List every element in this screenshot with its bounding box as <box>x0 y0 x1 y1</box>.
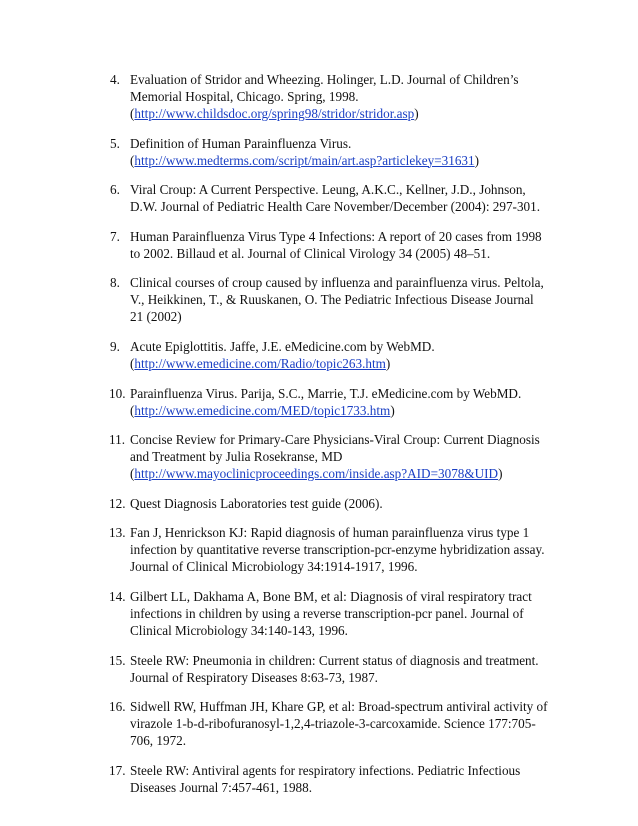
reference-text: Definition of Human Parainfluenza Virus. <box>130 135 352 151</box>
reference-link[interactable]: http://www.childsdoc.org/spring98/stridor/stridor.asp <box>134 106 415 121</box>
reference-number: 4. <box>110 72 120 87</box>
reference-number: 6. <box>110 182 120 198</box>
reference-item <box>110 524 548 575</box>
reference-number: 10. <box>109 385 126 401</box>
reference-number: 5. <box>110 135 120 151</box>
reference-number: 8. <box>110 275 120 291</box>
reference-text: Fan J, Henrickson KJ: Rapid diagnosis of human parainfluenza virus type 1 infection by quantitative reverse transcription-pcr-enzyme hybridization assay. Journal of Clinical Microbiology 34:1914-1917, 1996. <box>130 525 545 575</box>
reference-text: Acute Epiglottitis. Jaffe, J.E. eMedicine.com by WebMD. <box>130 338 435 354</box>
reference-item <box>110 274 548 325</box>
reference-item: 11. Concise Review for Primary-Care Physicians-Viral Croup: Current Diagnosis and Treatment by Julia Rosekranse, MD (http://www.mayoclinicproceedings.com/inside.asp?AID=3078&UID) <box>109 432 540 482</box>
reference-number: 11. <box>109 432 125 448</box>
reference-item: 4. Evaluation of Stridor and Wheezing. Holinger, L.D. Journal of Children’s Memorial Hospital, Chicago. Spring, 1998. (http://www.childsdoc.org/spring98/stridor/stridor.asp) <box>110 72 519 121</box>
reference-list <box>110 71 548 808</box>
reference-item <box>110 652 548 686</box>
reference-text: Viral Croup: A Current Perspective. Leung, A.K.C., Kellner, J.D., Johnson, D.W. Journal of Pediatric Health Care November/December (2004): 297-301. <box>130 182 541 215</box>
reference-item <box>110 495 548 512</box>
reference-number: 14. <box>109 588 126 604</box>
reference-item <box>110 762 548 796</box>
reference-item <box>110 181 548 215</box>
reference-text: Clinical courses of croup caused by influenza and parainfluenza virus. Peltola, V., Heikkinen, T., & Ruuskanen, O. The Pediatric Infectious Disease Journal 21 (2002) <box>130 275 544 325</box>
reference-item <box>110 698 548 749</box>
reference-text: Gilbert LL, Dakhama A, Bone BM, et al: Diagnosis of viral respiratory tract infections in children by using a reverse transcription-pcr panel. Journal of Clinical Microbiology 34:140-143, 1996. <box>130 588 532 638</box>
reference-link[interactable]: http://www.mayoclinicproceedings.com/inside.asp?AID=3078&UID <box>134 466 499 482</box>
reference-item <box>110 228 548 262</box>
reference-link[interactable]: http://www.medterms.com/script/main/art.asp?articlekey=31631 <box>134 152 475 168</box>
reference-text: Human Parainfluenza Virus Type 4 Infections: A report of 20 cases from 1998 to 2002. Billaud et al. Journal of Clinical Virology 34 (2005) 48–51. <box>130 228 542 261</box>
reference-number: 15. <box>109 652 126 668</box>
reference-number: 7. <box>110 228 120 244</box>
reference-text: Quest Diagnosis Laboratories test guide (2006). <box>130 495 383 511</box>
reference-text: Evaluation of Stridor and Wheezing. Holinger, L.D. Journal of Children’s Memorial Hospital, Chicago. Spring, 1998. <box>130 72 519 104</box>
reference-item: 9. Acute Epiglottitis. Jaffe, J.E. eMedicine.com by WebMD. (http://www.emedicine.com/Radio/topic263.htm) <box>110 338 435 371</box>
reference-item: 5. Definition of Human Parainfluenza Virus. (http://www.medterms.com/script/main/art.asp?articlekey=31631) <box>110 135 480 168</box>
reference-text: Steele RW: Pneumonia in children: Current status of diagnosis and treatment. Journal of Respiratory Diseases 8:63-73, 1987. <box>130 652 539 685</box>
reference-text: Concise Review for Primary-Care Physicians-Viral Croup: Current Diagnosis and Treatment by Julia Rosekranse, MD <box>130 432 540 465</box>
reference-number: 17. <box>109 762 126 778</box>
reference-text: Steele RW: Antiviral agents for respiratory infections. Pediatric Infectious Diseases Journal 7:457-461, 1988. <box>130 762 521 795</box>
reference-number: 16. <box>109 699 126 715</box>
reference-link[interactable]: http://www.emedicine.com/Radio/topic263.htm <box>134 355 386 371</box>
reference-item: 10. Parainfluenza Virus. Parija, S.C., Marrie, T.J. eMedicine.com by WebMD. (http://www.emedicine.com/MED/topic1733.htm) <box>109 385 522 418</box>
reference-link[interactable]: http://www.emedicine.com/MED/topic1733.htm <box>134 402 391 418</box>
reference-number: 12. <box>109 495 126 511</box>
reference-number: 9. <box>110 338 120 354</box>
reference-number: 13. <box>109 525 126 541</box>
reference-item <box>110 588 548 639</box>
reference-text: Sidwell RW, Huffman JH, Khare GP, et al: Broad-spectrum antiviral activity of virazole 1-b-d-ribofuranosyl-1,2,4-triazole-3-carcoxamide. Science 177:705-706, 1972. <box>130 699 548 749</box>
reference-text: Parainfluenza Virus. Parija, S.C., Marrie, T.J. eMedicine.com by WebMD. <box>130 385 522 401</box>
